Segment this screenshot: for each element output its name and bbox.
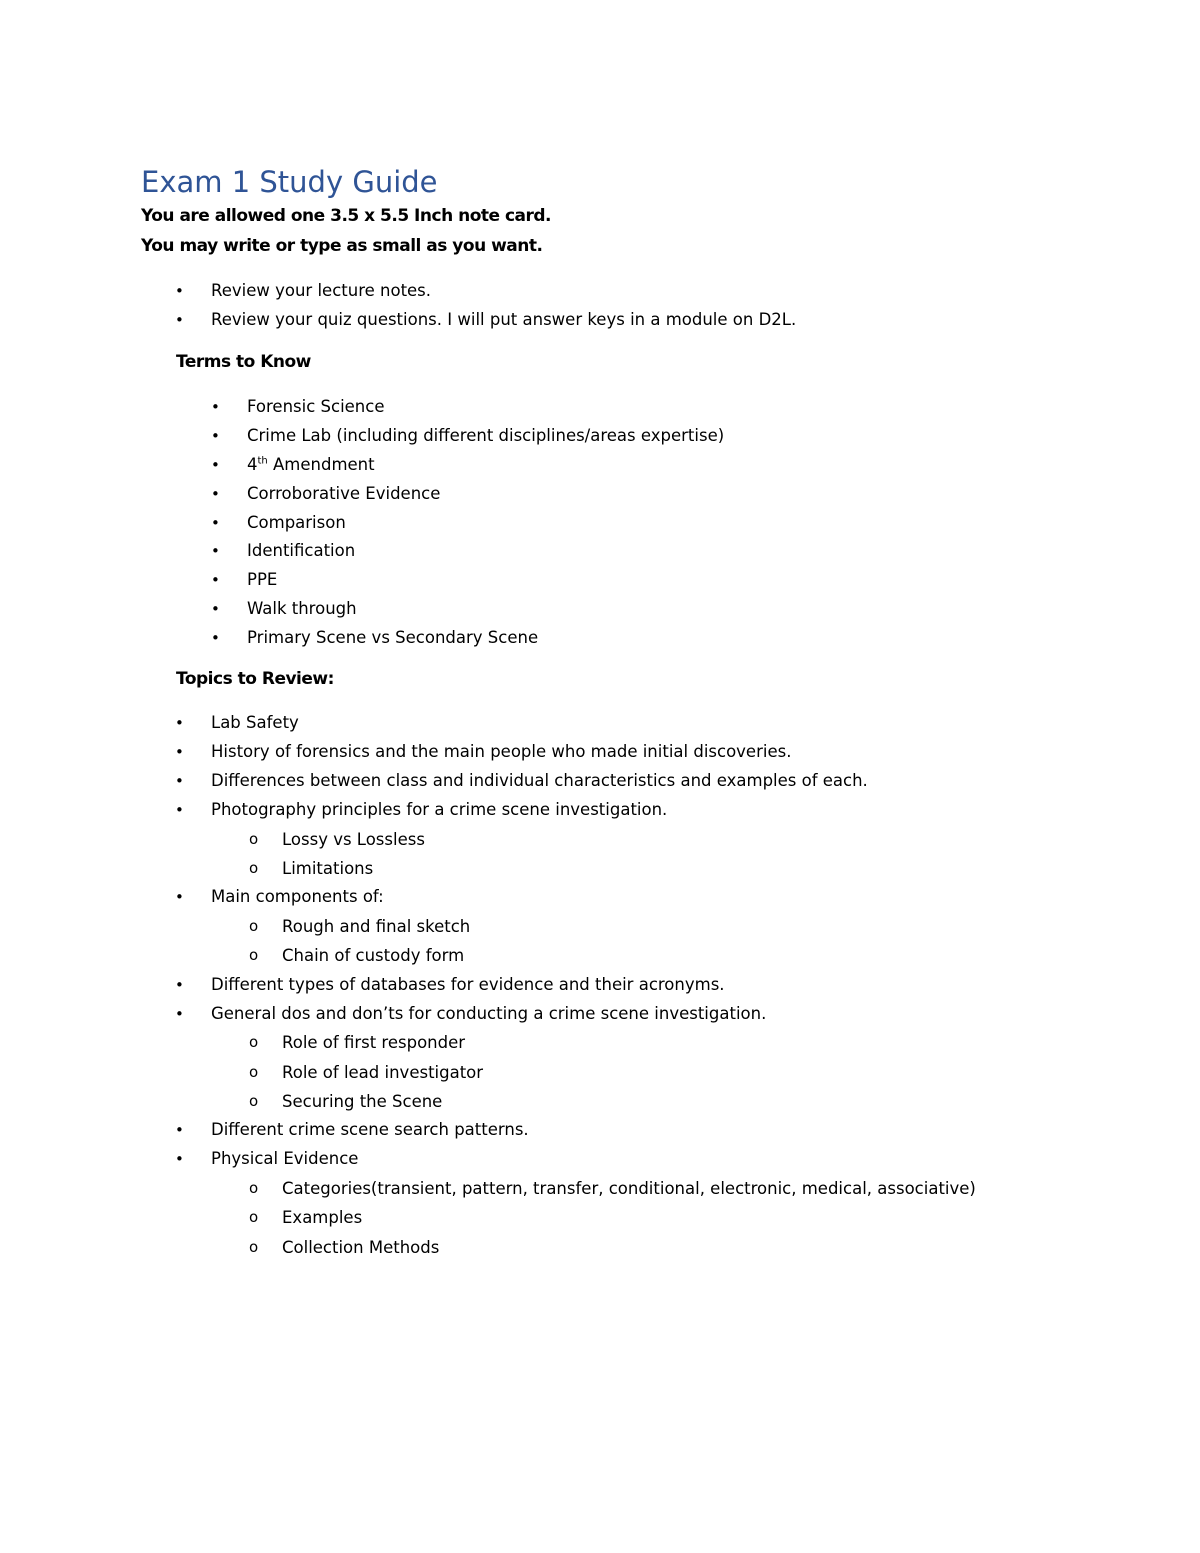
- bullet-icon: •: [211, 398, 220, 416]
- bullet-icon: •: [211, 513, 220, 532]
- bullet-icon: •: [211, 426, 220, 445]
- bullet-icon: •: [175, 800, 184, 819]
- circle-bullet-icon: o: [249, 1033, 259, 1052]
- bullet-icon: •: [211, 629, 220, 648]
- bullet-icon: •: [175, 282, 184, 300]
- bullet-icon: •: [175, 975, 184, 994]
- circle-bullet-icon: o: [249, 1062, 259, 1081]
- bullet-icon: •: [211, 484, 220, 503]
- circle-bullet-icon: o: [249, 946, 259, 965]
- bullet-icon: •: [211, 542, 220, 561]
- terms-heading: Terms to Know: [176, 352, 311, 372]
- bullet-icon: •: [175, 1150, 184, 1169]
- topics-heading: Topics to Review:: [176, 669, 334, 689]
- circle-bullet-icon: o: [249, 1208, 259, 1227]
- document-page: Exam 1 Study Guide You are allowed one 3.5 x 5.5 Inch note card. You may write or type as small as you want. • Review your lecture notes. • Review your quiz questions. I will put answer keys in a module on D2L. Terms to Know • Forensic Science • Crime Lab (including different disciplines/areas expertise) • 4th Amendment • Corroborative Evidence • Comparison • Identification • PPE • Walk through • Primary Scene vs Secondary Scene Topics to Review: • Lab Safety • History of forensics and the main people who made initial discoveries. • Differences between class and individual characteristics and examples of each. • Photography principles for a crime scene investigation. o Lossy vs Lossless o Limitations • Main components of: o Rough and final sketch o Chain of custody form • Different types of databases for evidence and their acronyms. • General dos and don’ts for conducting a crime scene investigation. o Role of first responder o Role of lead investigator o Securing the Scene • Different crime scene search patterns. • Physical Evidence o Categories(transient, pattern, transfer, conditional, electronic, medical, associative) o Examples o Collection Methods: [0, 0, 1200, 1553]
- bullet-icon: •: [211, 455, 220, 474]
- bullet-icon: •: [175, 742, 184, 761]
- circle-bullet-icon: o: [249, 917, 259, 936]
- page-title: Exam 1 Study Guide: [141, 165, 438, 199]
- bullet-icon: •: [175, 888, 184, 907]
- circle-bullet-icon: o: [249, 1092, 259, 1111]
- circle-bullet-icon: o: [249, 1179, 259, 1198]
- bullet-icon: •: [175, 1004, 184, 1023]
- bullet-icon: •: [211, 600, 220, 619]
- bullet-icon: •: [175, 1121, 184, 1140]
- note-card-rule: You are allowed one 3.5 x 5.5 Inch note card.: [141, 206, 552, 226]
- bullet-icon: •: [175, 771, 184, 790]
- circle-bullet-icon: o: [249, 1237, 259, 1256]
- bullet-icon: •: [175, 310, 184, 329]
- bullet-icon: •: [175, 714, 184, 732]
- circle-bullet-icon: o: [249, 829, 259, 848]
- circle-bullet-icon: o: [249, 858, 259, 877]
- writing-size-rule: You may write or type as small as you want.: [141, 236, 543, 256]
- bullet-icon: •: [211, 571, 220, 590]
